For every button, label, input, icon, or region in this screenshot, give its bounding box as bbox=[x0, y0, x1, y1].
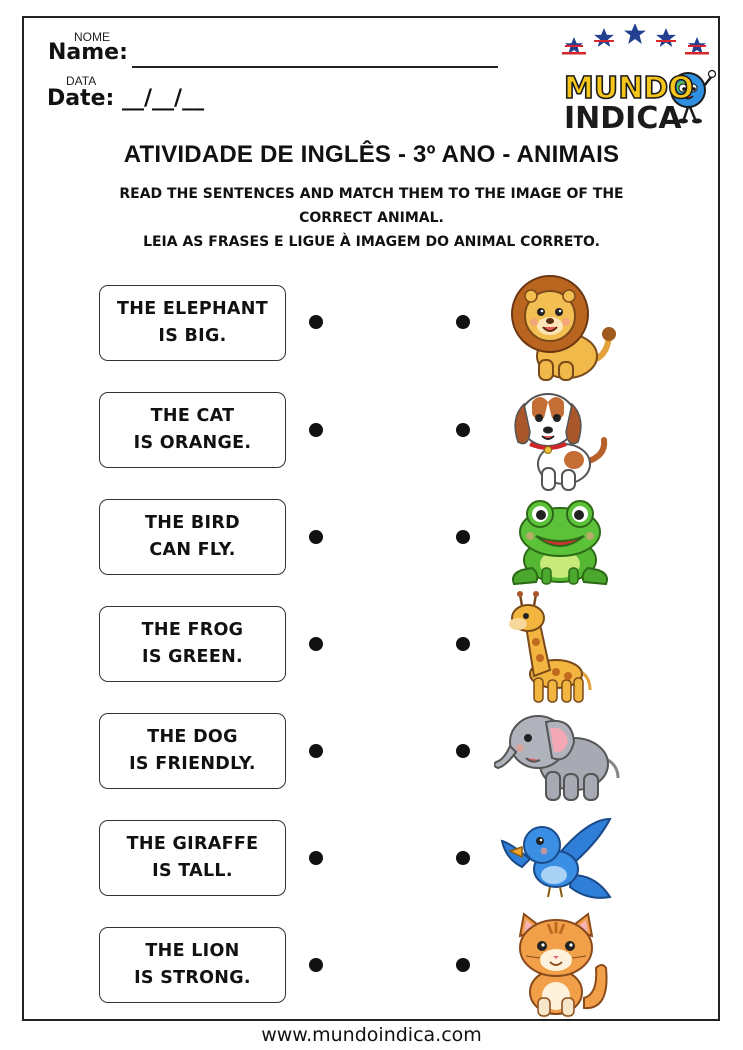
left-match-dot-2[interactable] bbox=[309, 423, 323, 437]
right-match-dot-3[interactable] bbox=[456, 530, 470, 544]
instruction-line-2: CORRECT ANIMAL. bbox=[299, 210, 444, 226]
sentence-line: IS GREEN. bbox=[142, 647, 243, 667]
instruction-line-1: READ THE SENTENCES AND MATCH THEM TO THE IMAGE OF THE bbox=[119, 186, 624, 202]
sentence-box-5 bbox=[99, 713, 286, 789]
sentence-box-6 bbox=[99, 820, 286, 896]
sentence-box-4 bbox=[99, 606, 286, 682]
right-match-dot-2[interactable] bbox=[456, 423, 470, 437]
sentence-line: IS ORANGE. bbox=[133, 433, 252, 453]
sentence-line: IS BIG. bbox=[158, 326, 227, 346]
sentence-line: THE BIRD bbox=[145, 513, 240, 533]
cat-icon bbox=[508, 912, 614, 1018]
logo-word-mundo: MUNDO bbox=[564, 71, 694, 106]
bird-icon bbox=[500, 815, 614, 901]
sentence-box-3 bbox=[99, 499, 286, 575]
left-match-dot-5[interactable] bbox=[309, 744, 323, 758]
sentence-line: THE GIRAFFE bbox=[126, 834, 259, 854]
frog-icon bbox=[508, 498, 612, 588]
right-match-dot-1[interactable] bbox=[456, 315, 470, 329]
page-title: ATIVIDADE DE INGLÊS - 3º ANO - ANIMAIS bbox=[123, 141, 620, 168]
giraffe-icon bbox=[500, 590, 602, 708]
sentence-line: THE ELEPHANT bbox=[117, 299, 268, 319]
sentence-line: IS TALL. bbox=[152, 861, 233, 881]
name-small-label: NOME bbox=[74, 30, 110, 44]
sentence-line: THE CAT bbox=[150, 406, 235, 426]
sentence-line: CAN FLY. bbox=[149, 540, 236, 560]
sentence-box-7 bbox=[99, 927, 286, 1003]
name-input-line[interactable] bbox=[132, 66, 498, 68]
right-match-dot-5[interactable] bbox=[456, 744, 470, 758]
right-match-dot-6[interactable] bbox=[456, 851, 470, 865]
left-match-dot-7[interactable] bbox=[309, 958, 323, 972]
sentence-line: THE FROG bbox=[141, 620, 244, 640]
date-small-label: DATA bbox=[66, 74, 97, 88]
left-match-dot-3[interactable] bbox=[309, 530, 323, 544]
sentence-line: IS FRIENDLY. bbox=[129, 754, 256, 774]
right-match-dot-4[interactable] bbox=[456, 637, 470, 651]
right-match-dot-7[interactable] bbox=[456, 958, 470, 972]
dog-icon bbox=[508, 384, 612, 496]
stars-decoration bbox=[562, 24, 709, 55]
footer-website[interactable]: www.mundoindica.com bbox=[261, 1024, 482, 1046]
sentence-box-2 bbox=[99, 392, 286, 468]
mundo-indica-logo bbox=[560, 24, 720, 134]
sentence-box-1 bbox=[99, 285, 286, 361]
elephant-icon bbox=[494, 708, 630, 806]
sentence-line: THE LION bbox=[145, 941, 240, 961]
left-match-dot-4[interactable] bbox=[309, 637, 323, 651]
instruction-line-3: LEIA AS FRASES E LIGUE À IMAGEM DO ANIMAL CORRETO. bbox=[143, 234, 600, 250]
name-label: Name: bbox=[48, 40, 128, 65]
left-match-dot-1[interactable] bbox=[309, 315, 323, 329]
left-match-dot-6[interactable] bbox=[309, 851, 323, 865]
sentence-line: THE DOG bbox=[147, 727, 238, 747]
logo-word-indica: INDICA bbox=[564, 101, 682, 134]
sentence-line: IS STRONG. bbox=[134, 968, 251, 988]
lion-icon bbox=[505, 274, 623, 384]
date-label: Date: __/__/__ bbox=[47, 86, 205, 111]
